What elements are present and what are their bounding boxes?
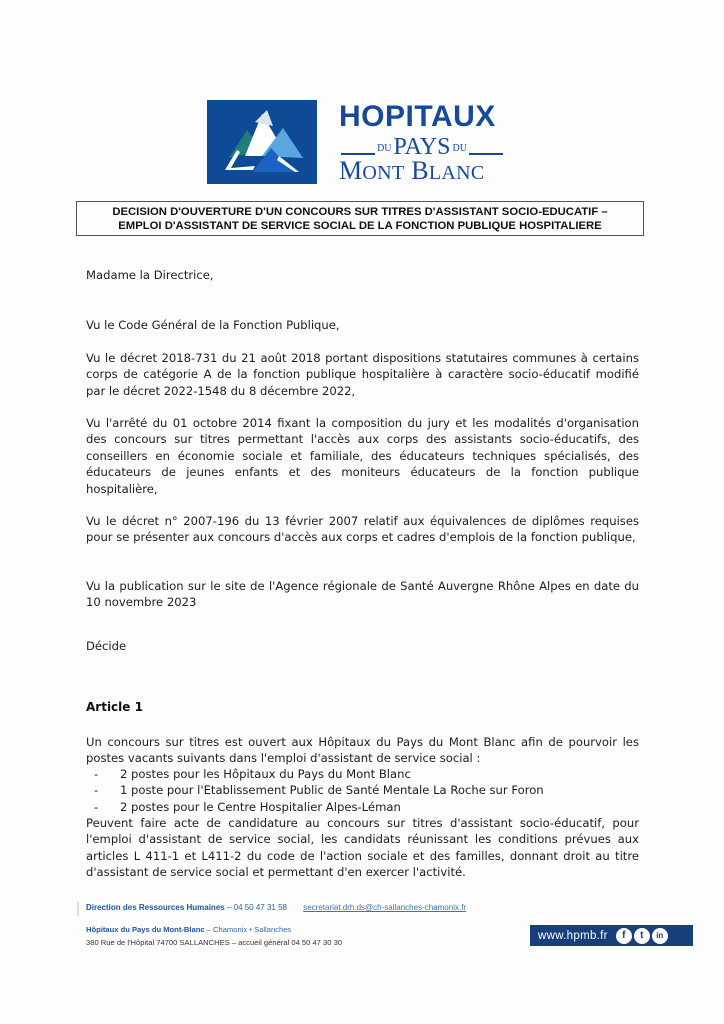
footer-organisation-line [86,925,291,934]
footer-accent-bar [77,902,79,916]
list-item [86,799,639,815]
list-item-text: 2 postes pour le Centre Hospitalier Alpes-Léman [120,799,401,814]
logo-pays: PAYS [393,134,451,160]
website-link[interactable]: www.hpmb.fr [538,929,608,942]
footer-org-sites: – Chamonix • Sallanches [204,925,292,934]
legal-reference-5: Vu la publication sur le site de l'Agence régionale de Santé Auvergne Rhône Alpes en date du 10 novembre 2023 [86,579,639,610]
salutation: Madame la Directrice, [86,268,214,282]
decision-heading: Décide [86,639,127,653]
article-1-conditions: Peuvent faire acte de candidature au concours sur titres d'assistant socio-éducatif, pour l'emploi d'assistant de service social, les candidats réunissant les conditions prévues aux articles L 411-1 et L411-2 du code de l'action sociale et des familles, donnant droit au titre d'assistant de service social et permettant d'en exercer l'activité. [86,816,639,880]
bullet-dash: - [94,767,99,781]
list-item [86,766,639,782]
document-title-box [76,201,644,236]
mountain-logo-icon [207,100,317,184]
logo-rule-left [341,153,375,155]
list-item-text: 1 poste pour l'Etablissement Public de Santé Mentale La Roche sur Foron [120,783,544,798]
logo-mont-initial: M [339,156,363,185]
bullet-dash: - [94,783,99,798]
footer-org-name: Hôpitaux du Pays du Mont-Blanc [86,925,205,934]
bullet-dash: - [94,799,99,814]
footer-department-phone: – 04 50 47 31 58 [224,903,287,912]
linkedin-icon[interactable]: in [652,928,668,944]
logo-du-left: DU [377,143,392,154]
footer-email-link[interactable]: secretariat.drh.ds@ch-sallanches-chamonix.fr [303,903,467,912]
hospital-logo [207,100,517,184]
list-item [86,782,639,798]
footer-contact-line [86,903,466,912]
article-1-title: Article 1 [86,700,143,714]
twitter-icon[interactable]: t [634,928,650,944]
document-title-line-1: DECISION D'OUVERTURE D'UN CONCOURS SUR TITRES D'ASSISTANT SOCIO-EDUCATIF – [112,205,608,218]
legal-reference-4: Vu le décret n° 2007-196 du 13 février 2007 relatif aux équivalences de diplômes requises pour se présenter aux concours d'accès aux corps et cadres d'emplois de la fonction publique, [86,514,639,545]
document-title-line-2: EMPLOI D'ASSISTANT DE SERVICE SOCIAL DE LA FONCTION PUBLIQUE HOSPITALIERE [118,219,602,232]
logo-line-mont-blanc [339,158,485,184]
logo-blanc-initial: B [411,156,429,185]
facebook-icon[interactable]: f [616,928,632,944]
footer-address: 380 Rue de l'Hôpital 74700 SALLANCHES – accueil général 04 50 47 30 30 [86,938,343,947]
legal-reference-1: Vu le Code Général de la Fonction Publique, [86,318,340,332]
website-badge [530,925,693,946]
logo-line-hopitaux: HOPITAUX [339,100,496,133]
logo-du-right: DU [452,143,467,154]
logo-blanc-rest: LANC [428,162,485,184]
list-item-text: 2 postes pour les Hôpitaux du Pays du Mont Blanc [120,767,411,781]
logo-rule-right [469,153,503,155]
logo-wordmark [327,100,517,184]
footer-department: Direction des Ressources Humaines [86,903,225,912]
article-1-intro: Un concours sur titres est ouvert aux Hôpitaux du Pays du Mont Blanc afin de pourvoir les postes vacants suivants dans l'emploi d'assistant de service social : [86,735,639,766]
vacant-posts-list [86,766,639,815]
legal-reference-3: Vu l'arrêté du 01 octobre 2014 fixant la composition du jury et les modalités d'organisation des concours sur titres permettant l'accès aux corps des assistants socio-éducatifs, des conseillers en économie sociale et familiale, des éducateurs techniques spécialisés, des éducateurs de jeunes enfants et des moniteurs éducateurs de la fonction publique hospitalière, [86,416,639,496]
legal-reference-2: Vu le décret 2018-731 du 21 août 2018 portant dispositions statutaires communes à certains corps de catégorie A de la fonction publique hospitalière à caractère socio-éducatif modifié par le décret 2022-1548 du 8 décembre 2022, [86,351,639,398]
logo-mont-rest: ONT [362,162,405,184]
